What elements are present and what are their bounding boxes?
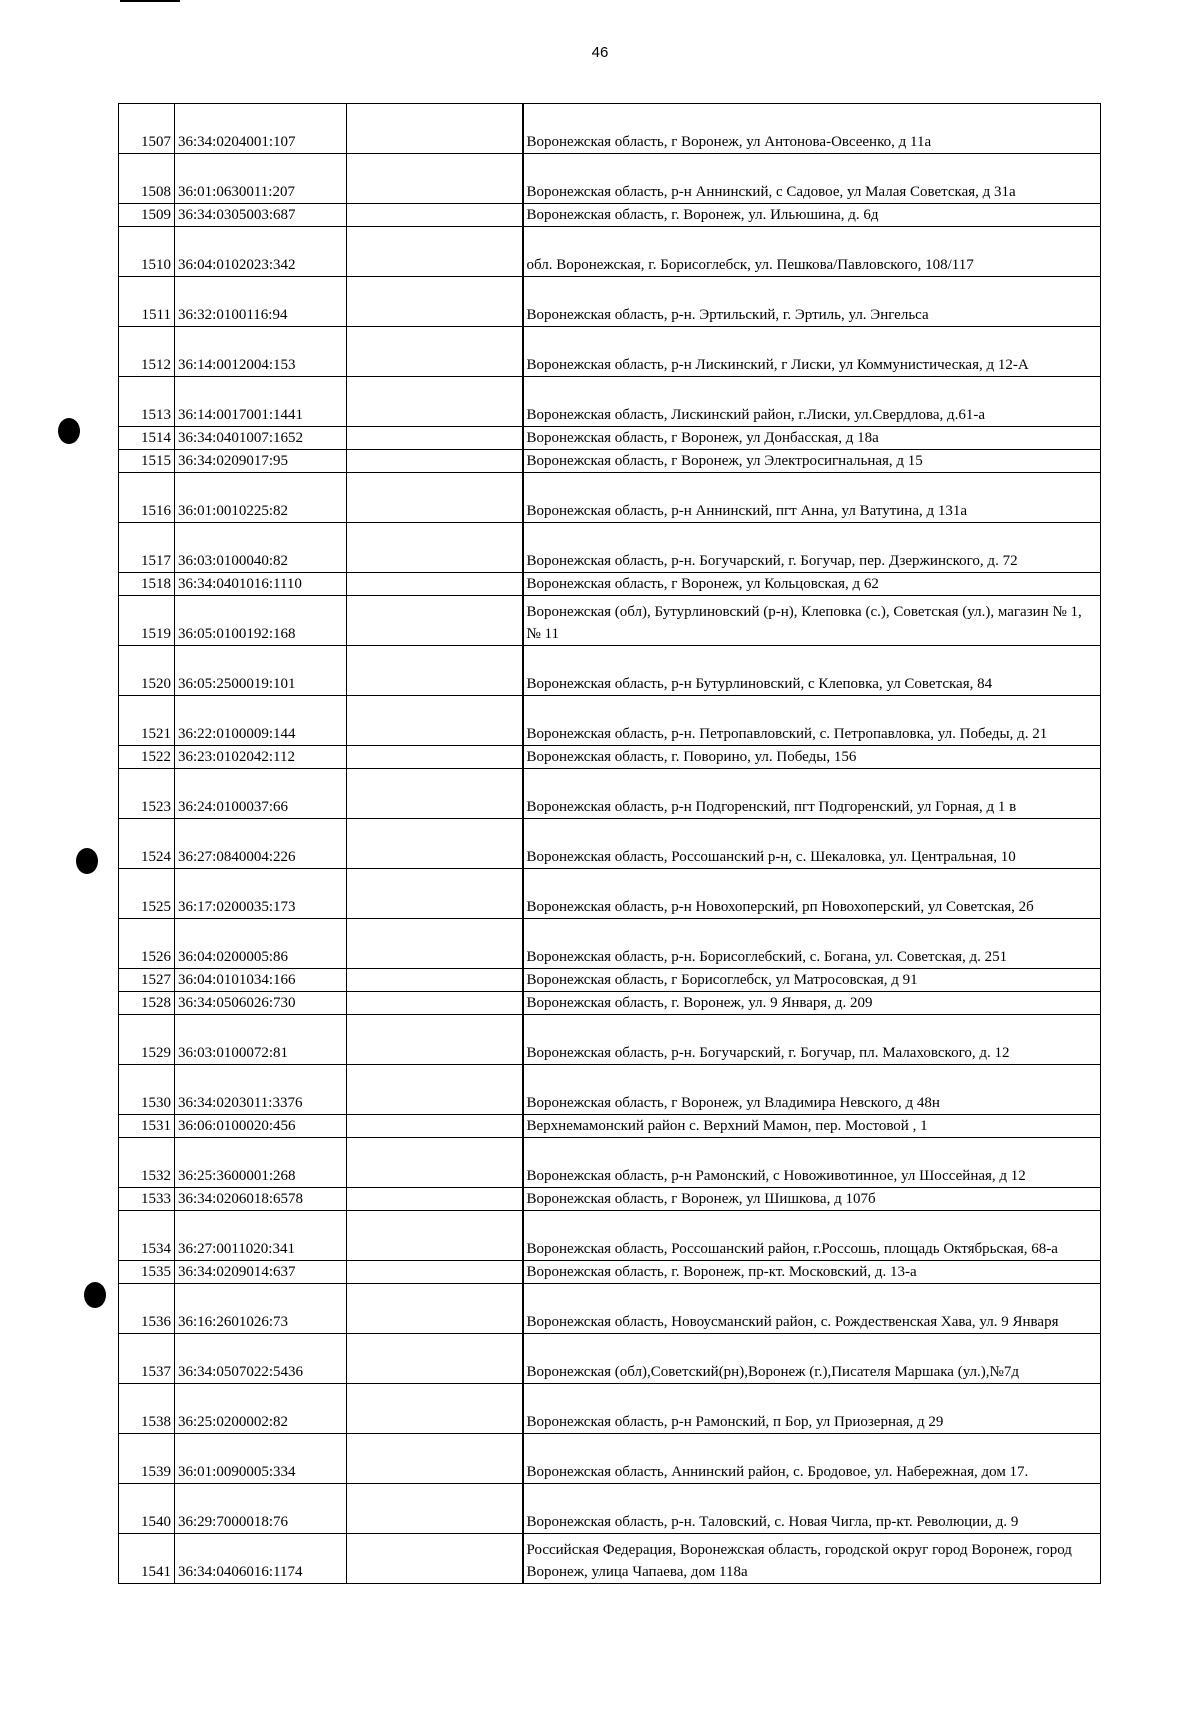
empty-cell — [347, 327, 523, 377]
row-number: 1528 — [119, 992, 175, 1015]
empty-cell — [347, 1434, 523, 1484]
address: Воронежская область, г Борисоглебск, ул Матросовская, д 91 — [523, 969, 1101, 992]
table-row — [119, 227, 1101, 277]
row-number: 1532 — [119, 1138, 175, 1188]
address: Воронежская область, г Воронеж, ул Антонова-Овсеенко, д 11а — [523, 104, 1101, 154]
cadastral-number: 36:34:0506026:730 — [175, 992, 347, 1015]
cadastral-number: 36:14:0012004:153 — [175, 327, 347, 377]
address: Воронежская область, Аннинский район, с. Бродовое, ул. Набережная, дом 17. — [523, 1434, 1101, 1484]
table-row — [119, 104, 1101, 154]
empty-cell — [347, 154, 523, 204]
cadastral-number: 36:34:0406016:1174 — [175, 1534, 347, 1584]
cadastral-number: 36:01:0010225:82 — [175, 473, 347, 523]
row-number: 1525 — [119, 869, 175, 919]
cadastral-number: 36:04:0102023:342 — [175, 227, 347, 277]
empty-cell — [347, 227, 523, 277]
row-number: 1515 — [119, 450, 175, 473]
table-row — [119, 919, 1101, 969]
cadastral-number: 36:34:0209014:637 — [175, 1261, 347, 1284]
empty-cell — [347, 696, 523, 746]
row-number: 1527 — [119, 969, 175, 992]
row-number: 1507 — [119, 104, 175, 154]
row-number: 1514 — [119, 427, 175, 450]
empty-cell — [347, 992, 523, 1015]
empty-cell — [347, 1384, 523, 1434]
cadastral-number: 36:29:7000018:76 — [175, 1484, 347, 1534]
cadastral-number: 36:34:0507022:5436 — [175, 1334, 347, 1384]
empty-cell — [347, 1138, 523, 1188]
cadastral-number: 36:25:0200002:82 — [175, 1384, 347, 1434]
table-row — [119, 596, 1101, 646]
empty-cell — [347, 596, 523, 646]
address: Воронежская (обл),Советский(рн),Воронеж (г.),Писателя Маршака (ул.),№7д — [523, 1334, 1101, 1384]
cadastral-number: 36:27:0011020:341 — [175, 1211, 347, 1261]
cadastral-number: 36:34:0305003:687 — [175, 204, 347, 227]
row-number: 1523 — [119, 769, 175, 819]
table-row — [119, 1484, 1101, 1534]
address: Воронежская область, р-н. Эртильский, г. Эртиль, ул. Энгельса — [523, 277, 1101, 327]
property-table-container — [118, 103, 1100, 1584]
row-number: 1529 — [119, 1015, 175, 1065]
table-row — [119, 869, 1101, 919]
cadastral-number: 36:16:2601026:73 — [175, 1284, 347, 1334]
row-number: 1518 — [119, 573, 175, 596]
empty-cell — [347, 1065, 523, 1115]
empty-cell — [347, 769, 523, 819]
address: Воронежская область, р-н. Богучарский, г. Богучар, пер. Дзержинского, д. 72 — [523, 523, 1101, 573]
row-number: 1508 — [119, 154, 175, 204]
cadastral-number: 36:04:0200005:86 — [175, 919, 347, 969]
row-number: 1521 — [119, 696, 175, 746]
empty-cell — [347, 523, 523, 573]
row-number: 1517 — [119, 523, 175, 573]
address: Российская Федерация, Воронежская область, городской округ город Воронеж, город Воронеж, улица Чапаева, дом 118а — [523, 1534, 1101, 1584]
property-table — [118, 103, 1101, 1584]
empty-cell — [347, 473, 523, 523]
row-number: 1534 — [119, 1211, 175, 1261]
table-row — [119, 204, 1101, 227]
address: Воронежская область, Россошанский р-н, с. Шекаловка, ул. Центральная, 10 — [523, 819, 1101, 869]
address: Воронежская область, р-н Бутурлиновский, с Клеповка, ул Советская, 84 — [523, 646, 1101, 696]
cadastral-number: 36:03:0100072:81 — [175, 1015, 347, 1065]
table-row — [119, 1065, 1101, 1115]
cadastral-number: 36:01:0090005:334 — [175, 1434, 347, 1484]
address: Воронежская область, г Воронеж, ул Кольцовская, д 62 — [523, 573, 1101, 596]
table-row — [119, 1211, 1101, 1261]
cadastral-number: 36:34:0206018:6578 — [175, 1188, 347, 1211]
table-row — [119, 1188, 1101, 1211]
address: Воронежская область, г. Поворино, ул. Победы, 156 — [523, 746, 1101, 769]
empty-cell — [347, 277, 523, 327]
empty-cell — [347, 1284, 523, 1334]
empty-cell — [347, 573, 523, 596]
address: Воронежская область, г Воронеж, ул Шишкова, д 107б — [523, 1188, 1101, 1211]
address: Воронежская область, р-н. Борисоглебский, с. Богана, ул. Советская, д. 251 — [523, 919, 1101, 969]
row-number: 1531 — [119, 1115, 175, 1138]
empty-cell — [347, 1484, 523, 1534]
empty-cell — [347, 377, 523, 427]
address: Воронежская область, г. Воронеж, ул. 9 Января, д. 209 — [523, 992, 1101, 1015]
row-number: 1509 — [119, 204, 175, 227]
cadastral-number: 36:34:0203011:3376 — [175, 1065, 347, 1115]
table-row — [119, 523, 1101, 573]
empty-cell — [347, 869, 523, 919]
table-row — [119, 450, 1101, 473]
row-number: 1519 — [119, 596, 175, 646]
table-row — [119, 327, 1101, 377]
table-row — [119, 154, 1101, 204]
table-row — [119, 819, 1101, 869]
table-row — [119, 377, 1101, 427]
address: Воронежская область, г Воронеж, ул Владимира Невского, д 48н — [523, 1065, 1101, 1115]
row-number: 1520 — [119, 646, 175, 696]
cadastral-number: 36:01:0630011:207 — [175, 154, 347, 204]
address: Воронежская область, р-н Подгоренский, пгт Подгоренский, ул Горная, д 1 в — [523, 769, 1101, 819]
cadastral-number: 36:27:0840004:226 — [175, 819, 347, 869]
table-row — [119, 473, 1101, 523]
cadastral-number: 36:06:0100020:456 — [175, 1115, 347, 1138]
address: Воронежская область, р-н Лискинский, г Лиски, ул Коммунистическая, д 12-А — [523, 327, 1101, 377]
page-number: 46 — [591, 44, 609, 61]
table-row — [119, 646, 1101, 696]
row-number: 1530 — [119, 1065, 175, 1115]
address: Воронежская область, Лискинский район, г.Лиски, ул.Свердлова, д.61-а — [523, 377, 1101, 427]
table-row — [119, 427, 1101, 450]
empty-cell — [347, 204, 523, 227]
cadastral-number: 36:04:0101034:166 — [175, 969, 347, 992]
address: Воронежская область, Новоусманский район, с. Рождественская Хава, ул. 9 Января — [523, 1284, 1101, 1334]
cadastral-number: 36:34:0204001:107 — [175, 104, 347, 154]
cadastral-number: 36:24:0100037:66 — [175, 769, 347, 819]
cadastral-number: 36:34:0209017:95 — [175, 450, 347, 473]
empty-cell — [347, 450, 523, 473]
table-row — [119, 1534, 1101, 1584]
row-number: 1539 — [119, 1434, 175, 1484]
row-number: 1541 — [119, 1534, 175, 1584]
row-number: 1533 — [119, 1188, 175, 1211]
table-row — [119, 746, 1101, 769]
table-row — [119, 992, 1101, 1015]
address: Воронежская область, р-н. Петропавловский, с. Петропавловка, ул. Победы, д. 21 — [523, 696, 1101, 746]
empty-cell — [347, 919, 523, 969]
punch-hole — [84, 1282, 106, 1308]
table-row — [119, 1115, 1101, 1138]
address: Воронежская область, р-н. Богучарский, г. Богучар, пл. Малаховского, д. 12 — [523, 1015, 1101, 1065]
table-row — [119, 1434, 1101, 1484]
row-number: 1524 — [119, 819, 175, 869]
table-row — [119, 1138, 1101, 1188]
table-row — [119, 696, 1101, 746]
table-row — [119, 769, 1101, 819]
row-number: 1516 — [119, 473, 175, 523]
row-number: 1511 — [119, 277, 175, 327]
empty-cell — [347, 1534, 523, 1584]
punch-hole — [76, 848, 98, 874]
cadastral-number: 36:17:0200035:173 — [175, 869, 347, 919]
address: Воронежская область, Россошанский район, г.Россошь, площадь Октябрьская, 68-а — [523, 1211, 1101, 1261]
address: Воронежская область, г Воронеж, ул Электросигнальная, д 15 — [523, 450, 1101, 473]
scan-edge-mark — [120, 0, 180, 2]
address: Воронежская область, г. Воронеж, пр-кт. Московский, д. 13-а — [523, 1261, 1101, 1284]
row-number: 1512 — [119, 327, 175, 377]
table-row — [119, 573, 1101, 596]
address: Воронежская область, р-н Рамонский, с Новоживотинное, ул Шоссейная, д 12 — [523, 1138, 1101, 1188]
row-number: 1537 — [119, 1334, 175, 1384]
address: Верхнемамонский район с. Верхний Мамон, пер. Мостовой , 1 — [523, 1115, 1101, 1138]
row-number: 1538 — [119, 1384, 175, 1434]
table-row — [119, 1261, 1101, 1284]
table-row — [119, 277, 1101, 327]
empty-cell — [347, 1334, 523, 1384]
address: Воронежская область, р-н Аннинский, с Садовое, ул Малая Советская, д 31а — [523, 154, 1101, 204]
cadastral-number: 36:22:0100009:144 — [175, 696, 347, 746]
address: Воронежская область, р-н. Таловский, с. Новая Чигла, пр-кт. Революции, д. 9 — [523, 1484, 1101, 1534]
cadastral-number: 36:34:0401007:1652 — [175, 427, 347, 450]
empty-cell — [347, 1015, 523, 1065]
empty-cell — [347, 427, 523, 450]
table-row — [119, 1015, 1101, 1065]
address: Воронежская область, р-н Рамонский, п Бор, ул Приозерная, д 29 — [523, 1384, 1101, 1434]
table-row — [119, 1384, 1101, 1434]
row-number: 1536 — [119, 1284, 175, 1334]
table-row — [119, 1334, 1101, 1384]
empty-cell — [347, 1188, 523, 1211]
property-table-body — [119, 104, 1101, 1584]
cadastral-number: 36:34:0401016:1110 — [175, 573, 347, 596]
empty-cell — [347, 1261, 523, 1284]
cadastral-number: 36:25:3600001:268 — [175, 1138, 347, 1188]
row-number: 1510 — [119, 227, 175, 277]
empty-cell — [347, 969, 523, 992]
punch-hole — [58, 418, 80, 444]
cadastral-number: 36:14:0017001:1441 — [175, 377, 347, 427]
empty-cell — [347, 819, 523, 869]
cadastral-number: 36:05:2500019:101 — [175, 646, 347, 696]
address: обл. Воронежская, г. Борисоглебск, ул. Пешкова/Павловского, 108/117 — [523, 227, 1101, 277]
cadastral-number: 36:23:0102042:112 — [175, 746, 347, 769]
empty-cell — [347, 646, 523, 696]
address: Воронежская (обл), Бутурлиновский (р-н), Клеповка (с.), Советская (ул.), магазин № 1, № 11 — [523, 596, 1101, 646]
row-number: 1535 — [119, 1261, 175, 1284]
address: Воронежская область, р-н Аннинский, пгт Анна, ул Ватутина, д 131а — [523, 473, 1101, 523]
row-number: 1526 — [119, 919, 175, 969]
row-number: 1522 — [119, 746, 175, 769]
address: Воронежская область, г. Воронеж, ул. Ильюшина, д. 6д — [523, 204, 1101, 227]
cadastral-number: 36:32:0100116:94 — [175, 277, 347, 327]
cadastral-number: 36:03:0100040:82 — [175, 523, 347, 573]
empty-cell — [347, 746, 523, 769]
address: Воронежская область, р-н Новохоперский, рп Новохоперский, ул Советская, 2б — [523, 869, 1101, 919]
empty-cell — [347, 1211, 523, 1261]
row-number: 1513 — [119, 377, 175, 427]
empty-cell — [347, 104, 523, 154]
row-number: 1540 — [119, 1484, 175, 1534]
empty-cell — [347, 1115, 523, 1138]
table-row — [119, 1284, 1101, 1334]
table-row — [119, 969, 1101, 992]
cadastral-number: 36:05:0100192:168 — [175, 596, 347, 646]
address: Воронежская область, г Воронеж, ул Донбасская, д 18а — [523, 427, 1101, 450]
